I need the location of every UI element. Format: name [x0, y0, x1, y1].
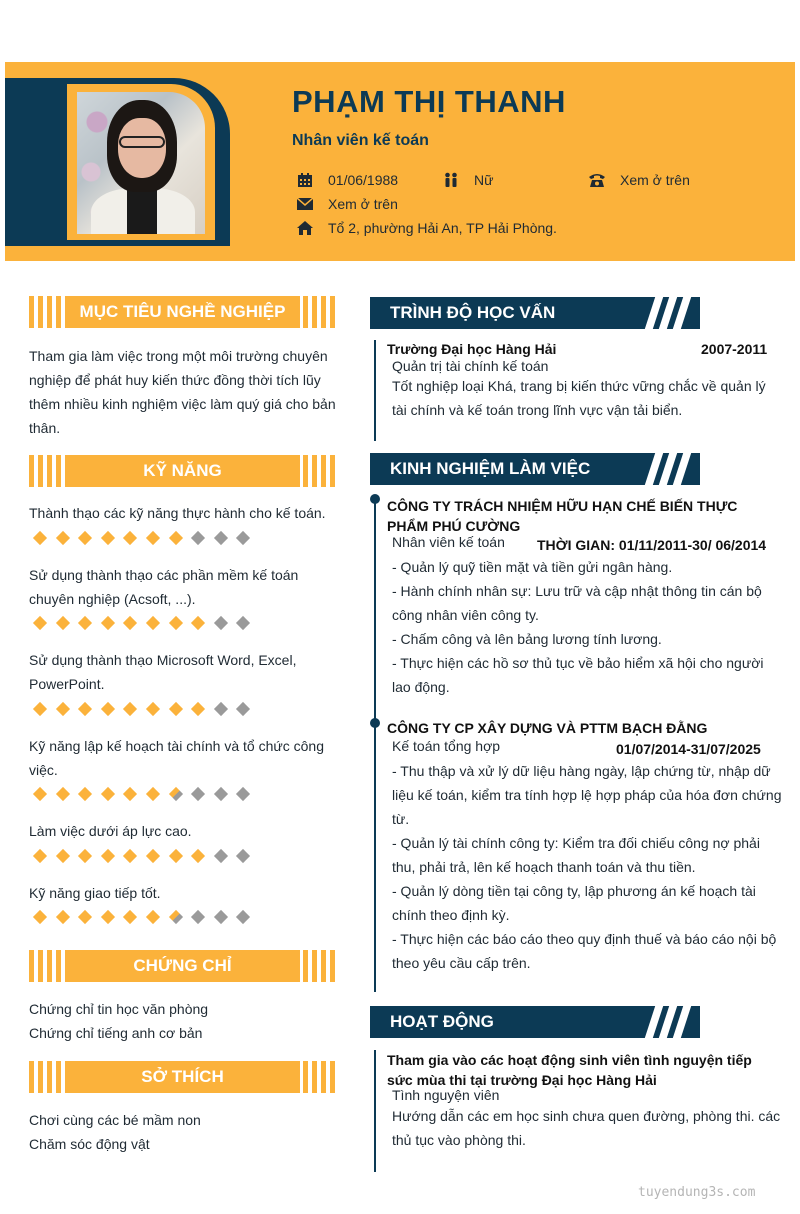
activities-heading: HOẠT ĐỘNG	[390, 1012, 494, 1031]
rating-diamond-icon	[74, 530, 97, 546]
rating-diamond-icon	[74, 909, 97, 925]
hobbies-heading-bar	[29, 1061, 336, 1093]
education-heading-bar	[370, 297, 700, 329]
gender-info	[441, 172, 493, 188]
rating-diamond-icon	[187, 530, 210, 546]
rating-diamond-icon	[232, 615, 255, 631]
skills-heading: KỸ NĂNG	[65, 455, 300, 487]
phone-value: Xem ở trên	[620, 172, 690, 188]
candidate-name: PHẠM THỊ THANH	[292, 84, 566, 119]
candidate-title: Nhân viên kế toán	[292, 132, 429, 149]
activities-heading-bar	[370, 1006, 700, 1038]
rating-diamond-icon	[187, 786, 210, 802]
rating-diamond-icon	[142, 909, 165, 925]
skill-rating	[29, 848, 255, 864]
activities-timeline	[374, 1050, 376, 1172]
cv-header	[5, 62, 795, 261]
rating-diamond-icon	[232, 701, 255, 717]
rating-diamond-icon	[52, 701, 75, 717]
job-duty: - Thu thập và xử lý dữ liệu hàng ngày, lập chứng từ, nhập dữ liệu kế toán, kiểm tra tính hợp lệ hợp pháp của hóa đơn chứng từ.	[392, 763, 782, 827]
watermark: tuyendung3s.com	[638, 1185, 756, 1200]
phone-info	[587, 172, 690, 188]
hobby-item: Chăm sóc động vật	[29, 1136, 150, 1152]
rating-diamond-icon	[74, 701, 97, 717]
rating-diamond-icon	[74, 786, 97, 802]
rating-diamond-icon	[165, 909, 188, 925]
certificates-heading-bar	[29, 950, 336, 982]
education-major: Quản trị tài chính kế toán	[392, 358, 549, 374]
experience-timeline	[374, 495, 376, 992]
timeline-dot	[370, 494, 380, 504]
calendar-icon	[295, 172, 315, 188]
skill-name: Làm việc dưới áp lực cao.	[29, 823, 192, 839]
job-duty: - Chấm công và lên bảng lương tính lương.	[392, 631, 662, 647]
rating-diamond-icon	[165, 615, 188, 631]
timeline-dot	[370, 718, 380, 728]
skill-name: Kỹ năng lập kế hoạch tài chính và tổ chức công việc.	[29, 738, 325, 778]
rating-diamond-icon	[29, 909, 52, 925]
profile-photo	[77, 92, 205, 234]
job-position: Nhân viên kế toán	[392, 534, 505, 550]
home-icon	[295, 220, 315, 236]
skill-rating	[29, 530, 255, 546]
rating-diamond-icon	[74, 615, 97, 631]
objective-text: Tham gia làm việc trong một môi trường chuyên nghiệp để phát huy kiến thức đồng thời tích lũy thêm nhiều kinh nghiệm việc làm quý giá cho bản thân.	[29, 348, 336, 436]
rating-diamond-icon	[232, 786, 255, 802]
education-period: 2007-2011	[701, 341, 768, 357]
skills-heading-bar	[29, 455, 336, 487]
job-duty: - Hành chính nhân sự: Lưu trữ và cập nhật thông tin cán bộ công nhân viên công ty.	[392, 583, 762, 623]
birthday-value: 01/06/1988	[328, 172, 399, 188]
rating-diamond-icon	[52, 786, 75, 802]
rating-diamond-icon	[165, 848, 188, 864]
rating-diamond-icon	[97, 786, 120, 802]
education-school: Trường Đại học Hàng Hải	[387, 341, 557, 357]
experience-heading-bar	[370, 453, 700, 485]
address-value: Tổ 2, phường Hải An, TP Hải Phòng.	[328, 220, 557, 236]
rating-diamond-icon	[119, 530, 142, 546]
rating-diamond-icon	[74, 848, 97, 864]
job-period: 01/07/2014-31/07/2025	[616, 741, 761, 757]
job-company: CÔNG TY CP XÂY DỰNG VÀ PTTM BẠCH ĐẰNG	[387, 720, 708, 736]
rating-diamond-icon	[97, 848, 120, 864]
job-duty: - Quản lý quỹ tiền mặt và tiền gửi ngân hàng.	[392, 559, 673, 575]
rating-diamond-icon	[97, 615, 120, 631]
rating-diamond-icon	[119, 615, 142, 631]
skill-rating	[29, 615, 255, 631]
experience-heading: KINH NGHIỆM LÀM VIỆC	[390, 459, 591, 478]
rating-diamond-icon	[165, 786, 188, 802]
birthday-info	[295, 172, 398, 188]
rating-diamond-icon	[142, 848, 165, 864]
objective-heading: MỤC TIÊU NGHỀ NGHIỆP	[65, 296, 300, 328]
rating-diamond-icon	[97, 530, 120, 546]
rating-diamond-icon	[52, 615, 75, 631]
rating-diamond-icon	[187, 701, 210, 717]
job-company: CÔNG TY TRÁCH NHIỆM HỮU HẠN CHẾ BIẾN THỰC PHẨM PHÚ CƯỜNG	[387, 498, 738, 534]
education-description: Tốt nghiệp loại Khá, trang bị kiến thức vững chắc về quản lý tài chính và kế toán trong lĩnh vực vận tải biển.	[392, 378, 766, 418]
certificate-item: Chứng chỉ tiếng anh cơ bản	[29, 1025, 203, 1041]
rating-diamond-icon	[210, 530, 233, 546]
rating-diamond-icon	[210, 615, 233, 631]
rating-diamond-icon	[142, 701, 165, 717]
phone-icon	[587, 172, 607, 188]
skill-name: Kỹ năng giao tiếp tốt.	[29, 885, 161, 901]
rating-diamond-icon	[142, 615, 165, 631]
activity-role: Tình nguyện viên	[392, 1087, 500, 1103]
rating-diamond-icon	[97, 701, 120, 717]
skill-name: Thành thạo các kỹ năng thực hành cho kế toán.	[29, 505, 326, 521]
rating-diamond-icon	[210, 909, 233, 925]
rating-diamond-icon	[210, 701, 233, 717]
gender-value: Nữ	[474, 172, 494, 188]
rating-diamond-icon	[52, 848, 75, 864]
rating-diamond-icon	[119, 786, 142, 802]
education-timeline	[374, 340, 376, 441]
rating-diamond-icon	[142, 786, 165, 802]
envelope-icon	[295, 196, 315, 212]
job-period: THỜI GIAN: 01/11/2011-30/ 06/2014	[537, 537, 767, 553]
hobby-item: Chơi cùng các bé mầm non	[29, 1112, 201, 1128]
skill-rating	[29, 701, 255, 717]
certificates-heading: CHỨNG CHỈ	[65, 950, 300, 982]
skill-rating	[29, 786, 255, 802]
rating-diamond-icon	[119, 701, 142, 717]
rating-diamond-icon	[232, 909, 255, 925]
certificate-item: Chứng chỉ tin học văn phòng	[29, 1001, 209, 1017]
address-info	[295, 220, 557, 236]
skill-name: Sử dụng thành thạo các phần mềm kế toán chuyên nghiệp (Acsoft, ...).	[29, 567, 299, 607]
rating-diamond-icon	[52, 909, 75, 925]
rating-diamond-icon	[29, 701, 52, 717]
email-info	[295, 196, 398, 212]
job-duty: - Quản lý tài chính công ty: Kiểm tra đối chiếu công nợ phải thu, phải trả, lên kế hoạch thanh toán và thu tiền.	[392, 835, 760, 875]
skill-rating	[29, 909, 255, 925]
rating-diamond-icon	[119, 909, 142, 925]
job-duty: - Quản lý dòng tiền tại công ty, lập phương án kế hoạch tài chính theo định kỳ.	[392, 883, 756, 923]
activity-title: Tham gia vào các hoạt động sinh viên tình nguyện tiếp sức mùa thi tại trường Đại học Hàng Hải	[387, 1052, 752, 1088]
job-duty: - Thực hiện các hồ sơ thủ tục về bảo hiểm xã hội cho người lao động.	[392, 655, 764, 695]
hobbies-heading: SỞ THÍCH	[65, 1061, 300, 1093]
skill-name: Sử dụng thành thạo Microsoft Word, Excel, PowerPoint.	[29, 652, 297, 692]
rating-diamond-icon	[210, 786, 233, 802]
rating-diamond-icon	[29, 615, 52, 631]
rating-diamond-icon	[210, 848, 233, 864]
rating-diamond-icon	[29, 848, 52, 864]
rating-diamond-icon	[232, 530, 255, 546]
job-position: Kế toán tổng hợp	[392, 738, 501, 754]
activity-description: Hướng dẫn các em học sinh chưa quen đường, phòng thi. các thủ tục vào phòng thi.	[392, 1108, 781, 1148]
email-value: Xem ở trên	[328, 196, 398, 212]
rating-diamond-icon	[187, 909, 210, 925]
rating-diamond-icon	[165, 530, 188, 546]
rating-diamond-icon	[142, 530, 165, 546]
rating-diamond-icon	[187, 848, 210, 864]
job-duty: - Thực hiện các báo cáo theo quy định thuế và báo cáo nội bộ theo yêu cầu cấp trên.	[392, 931, 777, 971]
rating-diamond-icon	[232, 848, 255, 864]
education-heading: TRÌNH ĐỘ HỌC VẤN	[390, 303, 556, 322]
objective-heading-bar	[29, 296, 336, 328]
rating-diamond-icon	[119, 848, 142, 864]
rating-diamond-icon	[97, 909, 120, 925]
rating-diamond-icon	[187, 615, 210, 631]
rating-diamond-icon	[29, 530, 52, 546]
people-icon	[441, 172, 461, 188]
rating-diamond-icon	[52, 530, 75, 546]
rating-diamond-icon	[165, 701, 188, 717]
rating-diamond-icon	[29, 786, 52, 802]
